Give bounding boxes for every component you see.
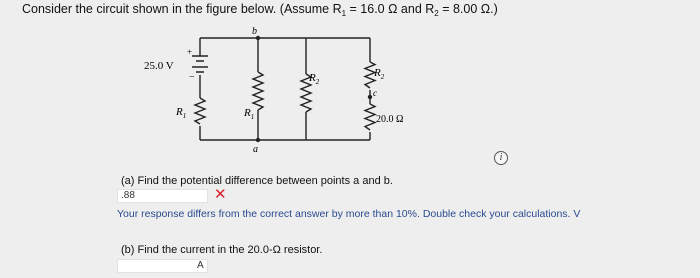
battery-plus-sign: + [187,47,193,57]
r1-mid-resistor-icon [253,72,263,110]
battery-icon [192,56,208,72]
r1-left-label: $R_1$ [176,106,187,120]
part-b-question: (b) Find the current in the 20.0-Ω resistor. [121,244,323,256]
info-icon[interactable]: i [494,151,508,165]
r1-mid-label: $R_1$ [244,107,255,121]
part-a-question: (a) Find the potential difference between points a and b. [121,175,393,187]
r2-right-label: $R_2$ [374,67,385,81]
part-a-answer-input[interactable]: .88 [117,189,208,203]
r1-value-text: = 16.0 Ω and R [346,2,435,16]
r2-subscript: 2 [434,9,439,18]
question-text [22,2,498,18]
node-c-label: c [373,88,377,98]
part-b-unit: A [197,260,204,271]
circuit-diagram [136,24,466,154]
battery-minus-sign: − [189,72,195,83]
resistor-20-ohm-icon [365,104,375,130]
node-a-label: a [253,144,258,154]
question-prefix: Consider the circuit shown in the figure below. (Assume R [22,2,342,16]
r1-left-resistor-icon [195,98,205,124]
node-a-dot [256,138,260,142]
part-b-answer-input[interactable] [117,259,208,273]
node-c-dot [368,95,372,99]
r2-left-label: $R_2$ [309,72,320,86]
r1-subscript: 1 [341,9,347,18]
battery-voltage-label: 25.0 V [144,60,174,72]
part-a-feedback: Your response differs from the correct answer by more than 10%. Double check your calculations. V [117,208,581,220]
incorrect-x-icon: ✕ [214,186,227,203]
r2-value-text: = 8.00 Ω.) [438,2,498,16]
resistor-20-ohm-label: 20.0 Ω [376,114,404,125]
node-b-label: b [252,26,257,37]
